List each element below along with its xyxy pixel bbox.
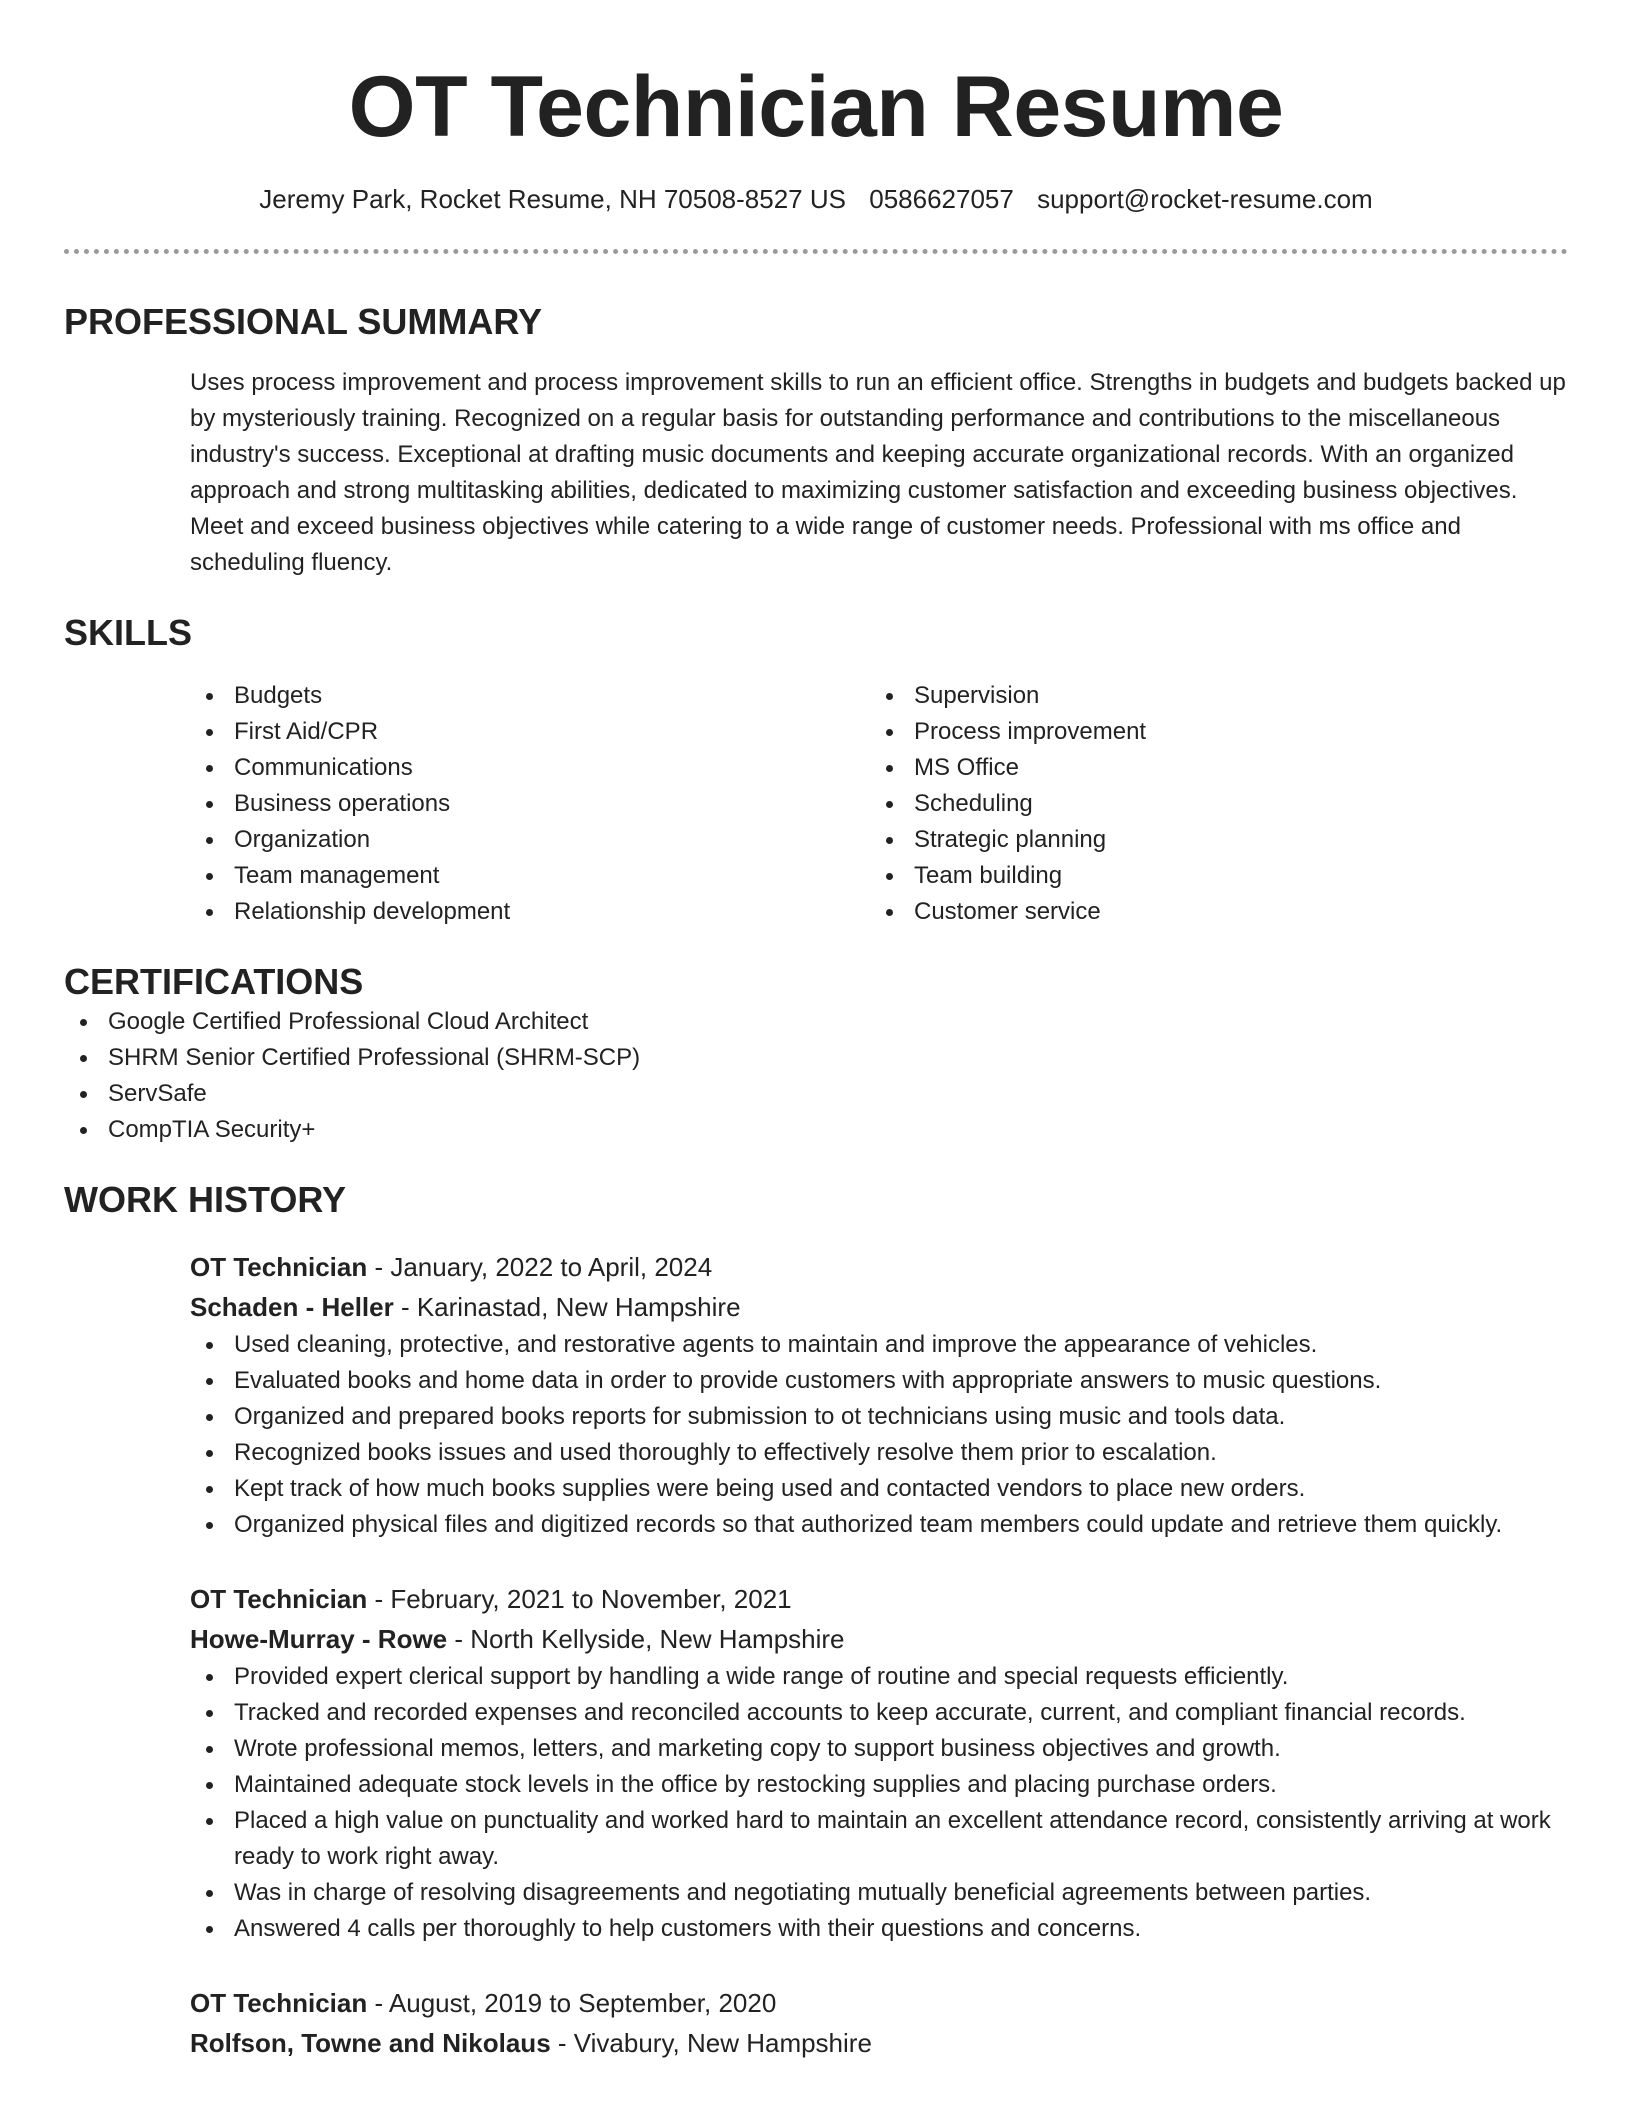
summary-text: Uses process improvement and process improvement skills to run an efficient office. Strengths in budgets and budgets backed up by mysteriously training. Recognized on a regular basis for outstanding performance and contributions to the miscellaneous industry's success. Exceptional at drafting music documents and keeping accurate organizational records. With an organized approach and strong multitasking abilities, dedicated to maximizing customer satisfaction and exceeding business objectives. Meet and exceed business objectives while catering to a wide range of customer needs. Professional with ms office and scheduling fluency. <box>190 369 1566 577</box>
contact-address: Jeremy Park, Rocket Resume, NH 70508-8527 US <box>259 184 846 215</box>
job-bullets <box>190 1659 1568 1947</box>
job-dates: - August, 2019 to September, 2020 <box>367 1987 777 2018</box>
resume-title: OT Technician Resume <box>348 59 1284 155</box>
job-bullets <box>190 1327 1568 1543</box>
job-bullet: Was in charge of resolving disagreements and negotiating mutually beneficial agreements between parties. <box>190 1875 1568 1911</box>
skill-item: Relationship development <box>190 894 870 930</box>
job-bullet: Kept track of how much books supplies were being used and contacted vendors to place new orders. <box>190 1471 1568 1507</box>
certification-item: ServSafe <box>64 1076 1568 1112</box>
job-bullet: Placed a high value on punctuality and worked hard to maintain an excellent attendance record, consistently arriving at work ready to work right away. <box>190 1803 1568 1875</box>
skill-item: Scheduling <box>870 786 1550 822</box>
certifications-list <box>64 1004 1568 1148</box>
skill-item: Customer service <box>870 894 1550 930</box>
skills-list-left <box>190 678 870 930</box>
skill-item: MS Office <box>870 750 1550 786</box>
skill-item: Supervision <box>870 678 1550 714</box>
job-title: OT Technician <box>190 1987 368 2018</box>
job-title-line <box>190 1247 1568 1287</box>
skill-item: Budgets <box>190 678 870 714</box>
work-history-heading: WORK HISTORY <box>64 1178 347 1220</box>
certification-item: Google Certified Professional Cloud Architect <box>64 1004 1568 1040</box>
skills-list-right <box>870 678 1550 930</box>
job-bullet: Maintained adequate stock levels in the office by restocking supplies and placing purchase orders. <box>190 1767 1568 1803</box>
job-bullet: Recognized books issues and used thoroughly to effectively resolve them prior to escalation. <box>190 1435 1568 1471</box>
skills-column-left <box>190 678 870 930</box>
skill-item: Organization <box>190 822 870 858</box>
job-location: - Karinastad, New Hampshire <box>393 1291 741 1322</box>
job-company: Rolfson, Towne and Nikolaus <box>190 2027 551 2058</box>
job-title: OT Technician <box>190 1583 368 1614</box>
job-location: - Vivabury, New Hampshire <box>550 2027 872 2058</box>
header-divider <box>64 249 1568 254</box>
job-company: Howe-Murray - Rowe <box>190 1623 448 1654</box>
job-bullet: Answered 4 calls per thoroughly to help customers with their questions and concerns. <box>190 1911 1568 1947</box>
job-title: OT Technician <box>190 1251 368 1282</box>
certifications-heading: CERTIFICATIONS <box>64 961 364 1003</box>
job-bullet: Wrote professional memos, letters, and marketing copy to support business objectives and growth. <box>190 1731 1568 1767</box>
job-bullet: Used cleaning, protective, and restorative agents to maintain and improve the appearance of vehicles. <box>190 1327 1568 1363</box>
job-company-line <box>190 2023 1568 2063</box>
job-location: - North Kellyside, New Hampshire <box>447 1623 845 1654</box>
summary-heading: PROFESSIONAL SUMMARY <box>64 300 543 342</box>
job-bullet: Evaluated books and home data in order to provide customers with appropriate answers to music questions. <box>190 1363 1568 1399</box>
job-title-line <box>190 1983 1568 2023</box>
job-entry <box>190 1247 1568 1543</box>
contact-phone: 0586627057 <box>869 184 1014 215</box>
skill-item: Process improvement <box>870 714 1550 750</box>
job-dates: - January, 2022 to April, 2024 <box>367 1251 713 1282</box>
job-company-line <box>190 1287 1568 1327</box>
skill-item: Communications <box>190 750 870 786</box>
skill-item: Business operations <box>190 786 870 822</box>
job-bullet: Organized and prepared books reports for submission to ot technicians using music and tools data. <box>190 1399 1568 1435</box>
job-bullet: Tracked and recorded expenses and reconciled accounts to keep accurate, current, and compliant financial records. <box>190 1695 1568 1731</box>
skill-item: Strategic planning <box>870 822 1550 858</box>
job-entry <box>190 1579 1568 1947</box>
job-company: Schaden - Heller <box>190 1291 394 1322</box>
certification-item: CompTIA Security+ <box>64 1112 1568 1148</box>
job-company-line <box>190 1619 1568 1659</box>
job-dates: - February, 2021 to November, 2021 <box>367 1583 792 1614</box>
certification-item: SHRM Senior Certified Professional (SHRM-SCP) <box>64 1040 1568 1076</box>
skills-grid <box>190 678 1568 930</box>
skill-item: Team management <box>190 858 870 894</box>
skill-item: Team building <box>870 858 1550 894</box>
job-entry <box>190 1983 1568 2063</box>
job-title-line <box>190 1579 1568 1619</box>
contact-line <box>64 183 1568 217</box>
contact-email: support@rocket-resume.com <box>1037 184 1373 215</box>
job-bullet: Provided expert clerical support by handling a wide range of routine and special requests efficiently. <box>190 1659 1568 1695</box>
job-bullet: Organized physical files and digitized records so that authorized team members could update and retrieve them quickly. <box>190 1507 1568 1543</box>
skill-item: First Aid/CPR <box>190 714 870 750</box>
skills-column-right <box>870 678 1550 930</box>
skills-heading: SKILLS <box>64 612 193 654</box>
